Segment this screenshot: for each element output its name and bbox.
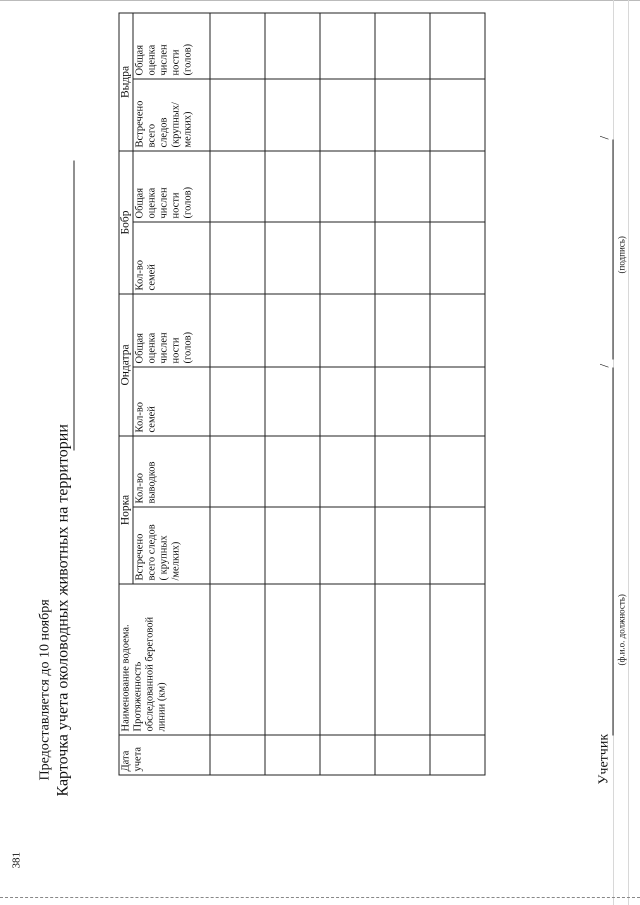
table-cell[interactable] [430, 293, 485, 366]
table-cell[interactable] [265, 584, 320, 735]
table-cell[interactable] [265, 435, 320, 506]
table-cell[interactable] [210, 12, 265, 78]
table-cell[interactable] [210, 150, 265, 221]
table-cell[interactable] [375, 150, 430, 221]
table-cell[interactable] [210, 221, 265, 293]
table-row [375, 12, 430, 774]
table-cell[interactable] [320, 221, 375, 293]
table-cell[interactable] [320, 366, 375, 435]
table-cell[interactable] [320, 584, 375, 735]
table-row [430, 12, 485, 774]
table-cell[interactable] [375, 507, 430, 584]
table-cell[interactable] [265, 735, 320, 775]
signer-name-field[interactable] [612, 367, 613, 735]
group-muskrat: Ондатра [119, 293, 133, 435]
table-cell[interactable] [265, 78, 320, 150]
table-cell[interactable] [265, 366, 320, 435]
table-cell[interactable] [375, 584, 430, 735]
table-cell[interactable] [320, 12, 375, 78]
header-otter-tracks: Встречено всего следов (крупных/ мелких) [133, 78, 210, 150]
table-cell[interactable] [430, 435, 485, 506]
header-otter-total: Общая оценка числен ности (голов) [133, 12, 210, 78]
census-table [118, 12, 485, 775]
table-cell[interactable] [430, 366, 485, 435]
header-date: Дата учета [119, 735, 210, 775]
group-mink: Норка [119, 435, 133, 583]
table-cell[interactable] [430, 735, 485, 775]
header-beaver-families: Кол-во семей [133, 221, 210, 293]
separator-slash: / [596, 363, 611, 367]
table-row [210, 12, 265, 774]
page-number: 381 [10, 851, 22, 868]
separator-slash: / [596, 135, 611, 139]
form-title: Карточка учета околоводных животных на территории [54, 423, 71, 796]
table-row [320, 12, 375, 774]
signature-hint: (подпись) [616, 235, 626, 273]
table-cell[interactable] [210, 584, 265, 735]
table-cell[interactable] [210, 293, 265, 366]
table-cell[interactable] [430, 150, 485, 221]
table-cell[interactable] [210, 435, 265, 506]
table-cell[interactable] [375, 221, 430, 293]
table-cell[interactable] [375, 293, 430, 366]
table-cell[interactable] [430, 507, 485, 584]
signer-label: Учетчик [596, 733, 611, 784]
table-cell[interactable] [210, 78, 265, 150]
table-cell[interactable] [320, 435, 375, 506]
table-cell[interactable] [265, 221, 320, 293]
table-row [265, 12, 320, 774]
table-cell[interactable] [320, 507, 375, 584]
table-cell[interactable] [210, 366, 265, 435]
table-cell[interactable] [375, 12, 430, 78]
deadline-note: Предоставляется до 10 ноября [37, 598, 52, 780]
header-muskrat-total: Общая оценка числен ности (голов) [133, 293, 210, 366]
table-cell[interactable] [430, 12, 485, 78]
table-body [210, 12, 485, 774]
table-cell[interactable] [210, 507, 265, 584]
table-cell[interactable] [320, 150, 375, 221]
table-cell[interactable] [320, 293, 375, 366]
header-water-body: Наименование водоема. Протяженность обследованной береговой линии (км) [119, 584, 210, 735]
name-position-hint: (ф.и.о. должность) [616, 593, 626, 665]
table-cell[interactable] [265, 150, 320, 221]
table-cell[interactable] [375, 366, 430, 435]
header-mink-tracks: Встречено всего следов ( крупных /мелких) [133, 507, 210, 584]
table-cell[interactable] [375, 435, 430, 506]
table-cell[interactable] [320, 78, 375, 150]
table-cell[interactable] [375, 78, 430, 150]
table-cell[interactable] [210, 735, 265, 775]
table-cell[interactable] [430, 221, 485, 293]
header-mink-broods: Кол-во выводков [133, 435, 210, 506]
table-cell[interactable] [430, 584, 485, 735]
group-otter: Выдра [119, 12, 133, 150]
table-cell[interactable] [430, 78, 485, 150]
table-cell[interactable] [265, 293, 320, 366]
table-cell[interactable] [265, 12, 320, 78]
group-beaver: Бобр [119, 150, 133, 293]
header-beaver-total: Общая оценка числен ности (голов) [133, 150, 210, 221]
table-cell[interactable] [320, 735, 375, 775]
table-cell[interactable] [375, 735, 430, 775]
table-cell[interactable] [265, 507, 320, 584]
territory-fill-line[interactable] [73, 160, 74, 450]
signature-field[interactable] [612, 139, 613, 359]
page-bottom-edge [0, 897, 640, 898]
header-muskrat-families: Кол-во семей [133, 366, 210, 435]
